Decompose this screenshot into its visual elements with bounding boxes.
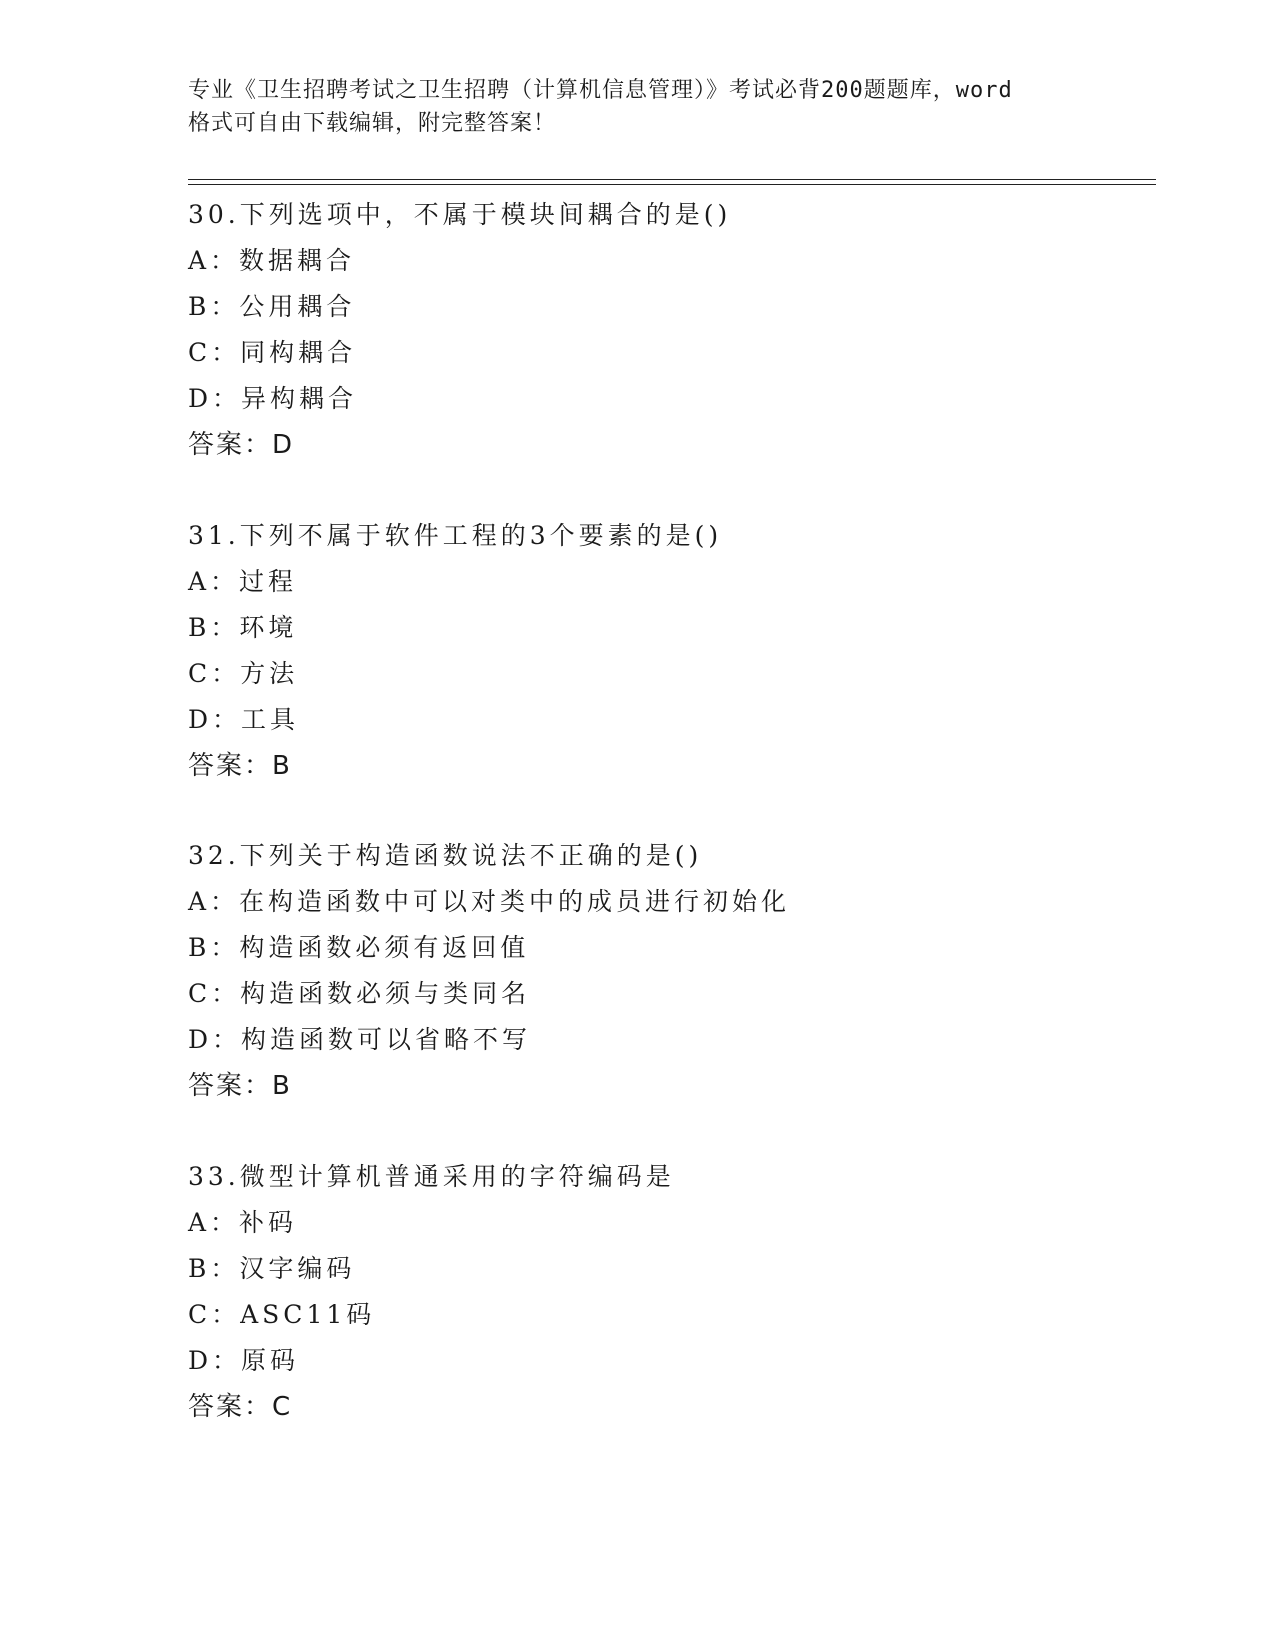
option-d: D：工具: [188, 705, 300, 734]
answer: 答案：B: [188, 751, 292, 781]
option-b: B：构造函数必须有返回值: [188, 933, 530, 962]
option-a: A：在构造函数中可以对类中的成员进行初始化: [188, 887, 791, 916]
option-c: C：构造函数必须与类同名: [188, 979, 531, 1008]
header-divider-top: [188, 179, 1156, 180]
question-title: 30.下列选项中，不属于模块间耦合的是(): [188, 200, 732, 229]
answer: 答案：D: [188, 430, 295, 460]
question-33: [188, 1154, 1148, 1430]
answer: 答案：C: [188, 1392, 293, 1422]
question-title: 33.微型计算机普通采用的字符编码是: [188, 1162, 675, 1191]
option-c: C：方法: [188, 659, 299, 688]
question-32: [188, 833, 1148, 1109]
option-b: B：环境: [188, 613, 298, 642]
question-title: 32.下列关于构造函数说法不正确的是(): [188, 841, 703, 870]
option-c: C：同构耦合: [188, 338, 357, 367]
option-a: A：补码: [188, 1208, 298, 1237]
option-d: D：原码: [188, 1346, 300, 1375]
option-d: D：异构耦合: [188, 384, 358, 413]
option-c: C：ASC11码: [188, 1300, 376, 1329]
document-header: [188, 74, 1088, 140]
answer: 答案：B: [188, 1071, 292, 1101]
question-30: [188, 192, 1148, 468]
question-31: [188, 513, 1148, 789]
option-a: A：数据耦合: [188, 246, 356, 275]
option-b: B：公用耦合: [188, 292, 356, 321]
option-d: D：构造函数可以省略不写: [188, 1025, 532, 1054]
header-divider-bottom: [188, 184, 1156, 185]
header-line-1: 专业《卫生招聘考试之卫生招聘（计算机信息管理）》考试必背200题题库，word: [188, 78, 1013, 103]
option-b: B：汉字编码: [188, 1254, 356, 1283]
header-line-2: 格式可自由下载编辑，附完整答案！: [188, 111, 557, 136]
question-title: 31.下列不属于软件工程的3个要素的是(): [188, 521, 723, 550]
option-a: A：过程: [188, 567, 298, 596]
